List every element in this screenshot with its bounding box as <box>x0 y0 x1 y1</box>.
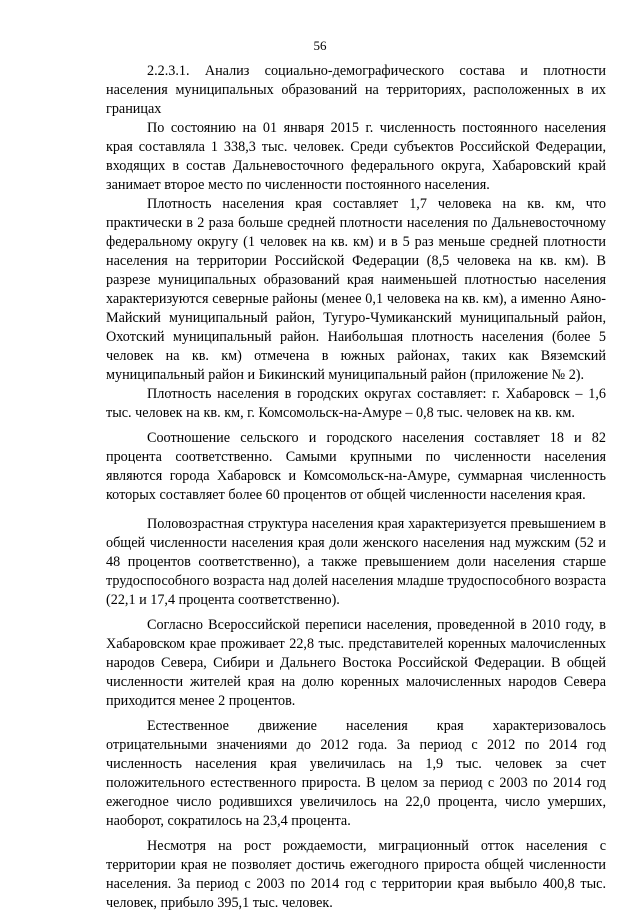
paragraph-age-sex-structure: Половозрастная структура населения края характеризуется превышением в общей численности населения края доли женского населения над мужским (52 и 48 процентов соответственно), а также превышением доли населения старше трудоспособного возраста над долей населения младше трудоспособного возраста (22,1 и 17,4 процента соответственно). <box>106 516 606 608</box>
paragraph-urban-density: Плотность населения в городских округах составляет: г. Хабаровск – 1,6 тыс. человек на кв. км, г. Комсомольск-на-Амуре – 0,8 тыс. человек на кв. км. <box>106 386 606 421</box>
paragraph-natural-movement: Естественное движение населения края характеризовалось отрицательными значениями до 2012 года. За период с 2012 по 2014 год численность населения края увеличилась на 1,9 тыс. человек за счет положительного естественного прироста. В целом за период с 2003 по 2014 год ежегодное число родившихся увеличилось на 22,0 процента, число умерших, наоборот, сократилось на 23,4 процента. <box>106 718 606 829</box>
section-heading: 2.2.3.1. Анализ социально-демографического состава и плотности населения муниципальных образований на территориях, расположенных в их границах <box>106 63 606 117</box>
paragraph-rural-urban-ratio: Соотношение сельского и городского населения составляет 18 и 82 процента соответственно. Самыми крупными по численности населения являются города Хабаровск и Комсомольск-на-Амуре, суммарная численность которых составляет более 60 процентов от общей численности населения края. <box>106 430 606 503</box>
paragraph-migration: Несмотря на рост рождаемости, миграционный отток населения с территории края не позволяет достичь ежегодного прироста общей численности населения. За период с 2003 по 2014 год с территории края выбыло 400,8 тыс. человек, прибыло 395,1 тыс. человек. <box>106 838 606 911</box>
paragraph-population-count: По состоянию на 01 января 2015 г. численность постоянного населения края составляла 1 338,3 тыс. человек. Среди субъектов Российской Федерации, входящих в состав Дальневосточного федерального округа, Хабаровский край занимает второе место по численности постоянного населения. <box>106 120 606 193</box>
page-number: 56 <box>313 38 327 53</box>
paragraph-indigenous-peoples: Согласно Всероссийской переписи населения, проведенной в 2010 году, в Хабаровском крае проживает 22,8 тыс. представителей коренных малочисленных народов Севера, Сибири и Дальнего Востока Российской Федерации. В общей численности жителей края на долю коренных малочисленных народов Севера приходится менее 2 процентов. <box>106 617 606 709</box>
paragraph-population-density: Плотность населения края составляет 1,7 человека на кв. км, что практически в 2 раза больше средней плотности населения по Дальневосточному федеральному округу (1 человек на кв. км) и в 5 раз меньше средней плотности населения на территории Российской Федерации (8,5 человека на кв. км). В разрезе муниципальных образований края наименьшей плотностью населения характеризуются северные районы (менее 0,1 человека на кв. км), а именно Аяно-Майский муниципальный район, Тугуро-Чумиканский муниципальный район, Охотский муниципальный район. Наибольшая плотность населения (более 5 человек на кв. км) отмечена в южных районах, таких как Вяземский муниципальный район и Бикинский муниципальный район (приложение № 2). <box>106 196 606 383</box>
page-content <box>106 62 606 913</box>
